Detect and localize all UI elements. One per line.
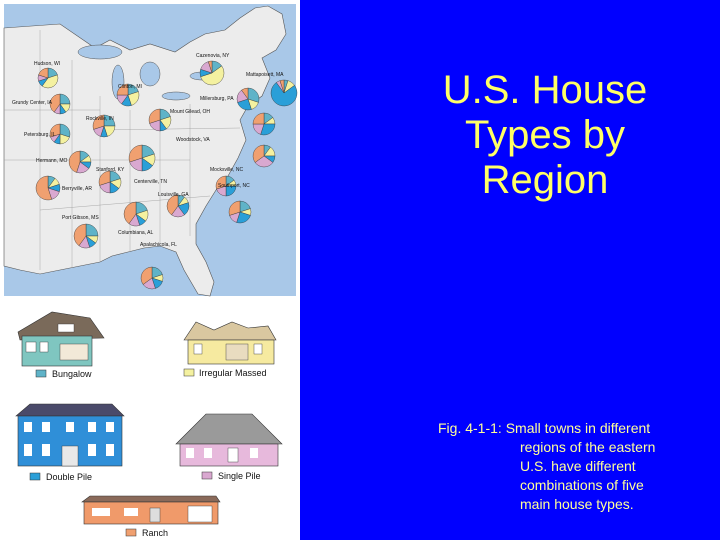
bungalow-illustration	[18, 312, 104, 366]
town-label: Southport, NC	[218, 183, 250, 189]
ranch-illustration	[82, 496, 220, 524]
legend-swatch-ranch	[126, 529, 136, 536]
town-label: Stanford, KY	[96, 167, 125, 173]
town-label: Millersburg, PA	[200, 96, 234, 102]
town-label: Columbiana, AL	[118, 230, 154, 236]
double-pile-illustration	[16, 404, 124, 466]
town-label: Centerville, TN	[134, 179, 167, 185]
slide-title-line: Types by	[464, 113, 626, 157]
lake-superior	[78, 45, 122, 59]
lake-erie	[162, 92, 190, 100]
town-label: Petersburg, IL	[24, 132, 56, 138]
legend-label-double-pile: Double Pile	[46, 472, 93, 482]
slide-title-line: U.S. House	[442, 68, 648, 112]
legend-swatch-single-pile	[202, 472, 212, 479]
town-label: Louisville, GA	[158, 192, 189, 198]
irregular-massed-illustration	[184, 322, 276, 364]
town-label: Clinton, MI	[118, 84, 142, 90]
town-label: Berryville, AR	[62, 186, 93, 192]
town-label: Woodstock, VA	[176, 137, 210, 143]
slide-title	[410, 68, 680, 203]
legend-swatch-bungalow	[36, 370, 46, 377]
illustration-panel	[0, 0, 300, 540]
caption-line: Fig. 4-1-1: Small towns in different	[438, 420, 651, 436]
caption-line: combinations of five	[520, 477, 644, 493]
lake-huron	[140, 62, 160, 86]
slide-title-line: Region	[481, 158, 609, 202]
town-label: Port Gibson, MS	[62, 215, 99, 221]
caption-line: regions of the eastern	[520, 439, 656, 455]
town-label: Apalachicola, FL	[140, 242, 177, 248]
legend-label-single-pile: Single Pile	[218, 471, 261, 481]
legend-label-irregular-massed: Irregular Massed	[199, 368, 267, 378]
legend-swatch-irregular-massed	[184, 369, 194, 376]
town-label: Mocksville, NC	[210, 167, 244, 173]
town-label: Hermann, MO	[36, 158, 68, 164]
caption-line: main house types.	[520, 496, 634, 512]
town-label: Grundy Center, IA	[12, 100, 53, 106]
town-label: Mattapoisett, MA	[246, 72, 284, 78]
legend-label-ranch: Ranch	[142, 528, 169, 538]
town-label: Hudson, WI	[34, 61, 61, 67]
single-pile-illustration	[176, 414, 282, 466]
legend-label-bungalow: Bungalow	[52, 369, 92, 379]
figure-caption	[438, 419, 698, 514]
caption-line: U.S. have different	[520, 458, 636, 474]
town-label: Rockville, IN	[86, 116, 114, 122]
town-label: Cazenovia, NY	[196, 53, 230, 59]
town-label: Mount Gilead, OH	[170, 109, 211, 115]
house-types-map-figure	[0, 0, 300, 540]
legend-swatch-double-pile	[30, 473, 40, 480]
